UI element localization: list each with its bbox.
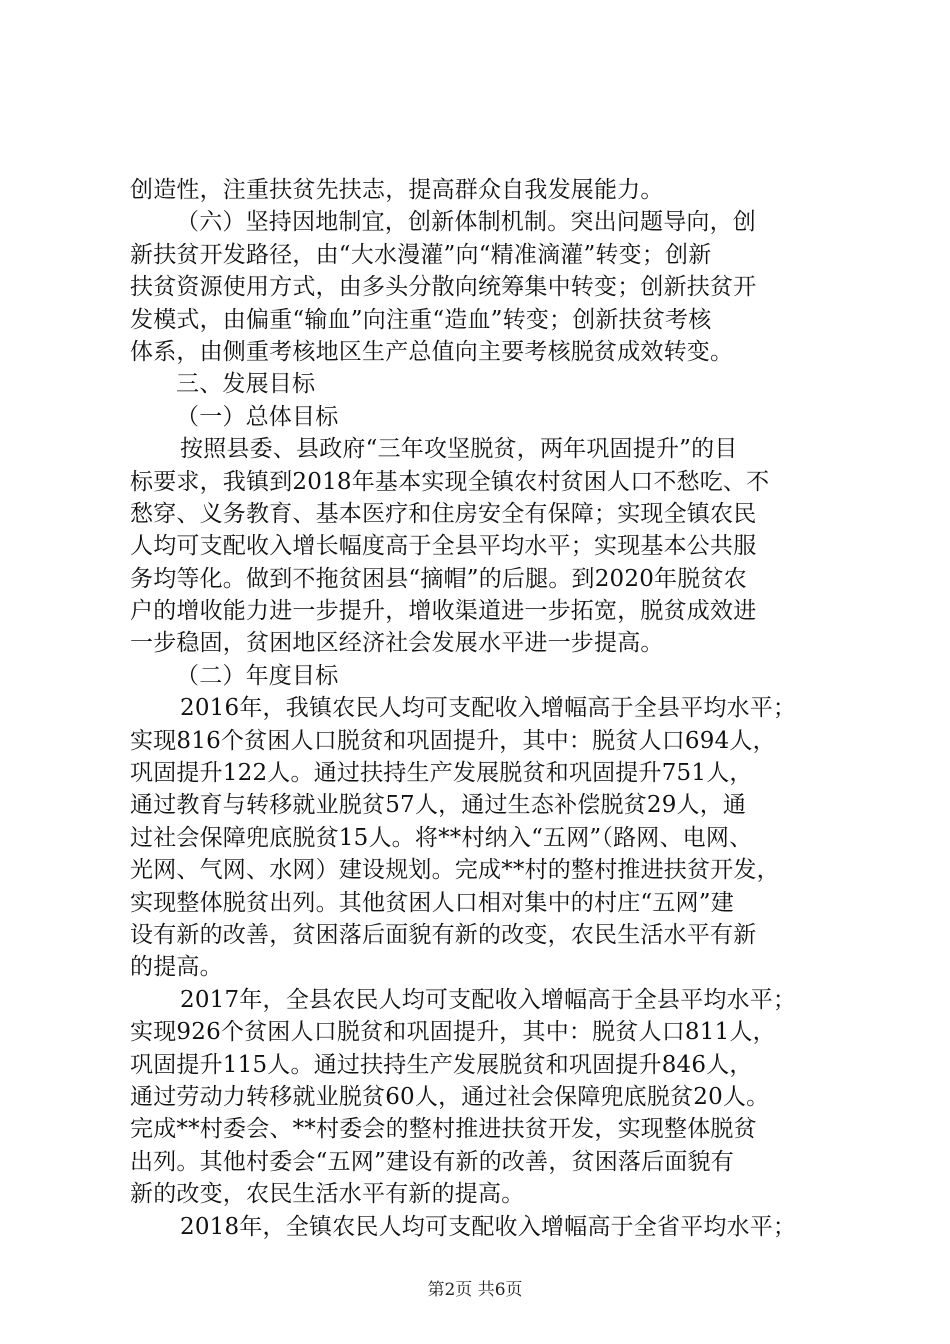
text-line: 按照县委、县政府“三年攻坚脱贫，两年巩固提升”的目 <box>180 436 738 463</box>
text-line: 新扶贫开发路径，由“大水漫灌”向“精准滴灌”转变；创新 <box>130 241 712 268</box>
text-line: 实现整体脱贫出列。其他贫困人口相对集中的村庄“五网”建 <box>130 889 734 916</box>
text-line: 通过教育与转移就业脱贫57人，通过生态补偿脱贫29人，通 <box>130 792 747 819</box>
text-line: （六）坚持因地制宜，创新体制机制。突出问题导向，创 <box>176 209 756 236</box>
text-line: 实现926个贫困人口脱贫和巩固提升，其中：脱贫人口811人， <box>130 1019 776 1046</box>
text-line: 扶贫资源使用方式，由多头分散向统筹集中转变；创新扶贫开 <box>130 274 757 301</box>
text-line: 过社会保障兜底脱贫15人。将**村纳入“五网”（路网、电网、 <box>130 824 753 851</box>
text-line: 三、发展目标 <box>176 371 316 398</box>
text-line: 愁穿、义务教育、基本医疗和住房安全有保障；实现全镇农民 <box>130 500 757 527</box>
text-line: 的提高。 <box>130 954 223 981</box>
text-line: 务均等化。做到不拖贫困县“摘帽”的后腿。到2020年脱贫农 <box>130 565 747 592</box>
page-footer: 第2页 共6页 <box>427 1280 523 1300</box>
text-line: （一）总体目标 <box>176 403 339 430</box>
text-line: 出列。其他村委会“五网”建设有新的改善，贫困落后面貌有 <box>130 1148 734 1175</box>
text-line: 完成**村委会、**村委会的整村推进扶贫开发，实现整体脱贫 <box>130 1116 757 1143</box>
text-line: （二）年度目标 <box>176 662 339 689</box>
text-line: 2016年，我镇农民人均可支配收入增幅高于全县平均水平； <box>180 695 797 722</box>
text-line: 巩固提升115人。通过扶持生产发展脱贫和巩固提升846人， <box>130 1051 753 1078</box>
text-line: 光网、气网、水网）建设规划。完成**村的整村推进扶贫开发， <box>130 857 780 884</box>
text-line: 标要求，我镇到2018年基本实现全镇农村贫困人口不愁吃、不 <box>130 468 770 495</box>
text-line: 发模式，由偏重“输血”向注重“造血”转变；创新扶贫考核 <box>130 306 712 333</box>
text-line: 创造性，注重扶贫先扶志，提高群众自我发展能力。 <box>130 177 664 203</box>
text-line: 2018年，全镇农民人均可支配收入增幅高于全省平均水平； <box>180 1213 797 1240</box>
text-line: 一步稳固，贫困地区经济社会发展水平进一步提高。 <box>130 630 664 657</box>
text-line: 体系，由侧重考核地区生产总值向主要考核脱贫成效转变。 <box>130 338 734 365</box>
text-line: 户的增收能力进一步提升，增收渠道进一步拓宽，脱贫成效进 <box>130 598 757 625</box>
text-line: 新的改变，农民生活水平有新的提高。 <box>130 1181 525 1208</box>
text-line: 设有新的改善，贫困落后面貌有新的改变，农民生活水平有新 <box>130 921 757 948</box>
document-body <box>130 174 835 1243</box>
text-line: 实现816个贫困人口脱贫和巩固提升，其中：脱贫人口694人， <box>130 727 776 754</box>
text-line: 人均可支配收入增长幅度高于全县平均水平；实现基本公共服 <box>130 533 757 560</box>
text-line: 通过劳动力转移就业脱贫60人，通过社会保障兜底脱贫20人。 <box>130 1083 770 1110</box>
text-line: 巩固提升122人。通过扶持生产发展脱贫和巩固提升751人， <box>130 760 753 787</box>
text-line: 2017年，全县农民人均可支配收入增幅高于全县平均水平； <box>180 986 797 1013</box>
